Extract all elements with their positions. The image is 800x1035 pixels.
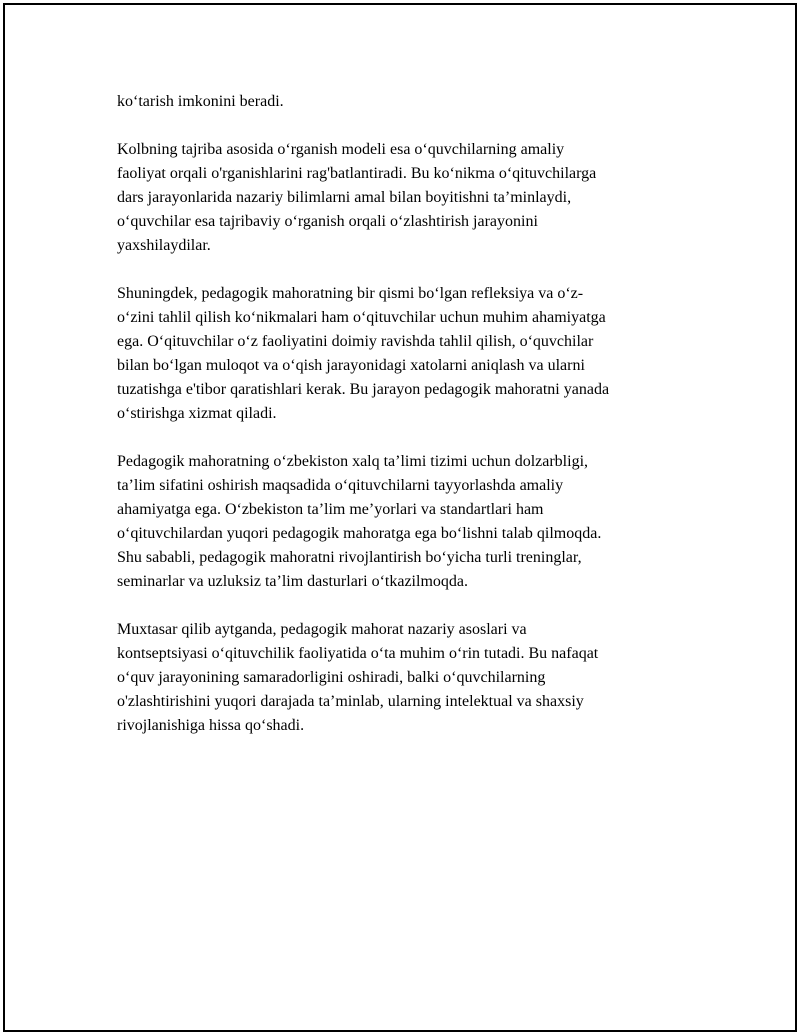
text-line: o‘quv jarayonining samaradorligini oshiradi, balki o‘quvchilarning (117, 669, 546, 686)
text-line: o‘stirishga xizmat qiladi. (117, 405, 277, 422)
text-line: Muxtasar qilib aytganda, pedagogik mahorat nazariy asoslari va (117, 621, 527, 638)
paragraph-5 (117, 618, 697, 738)
text-line: Shu sababli, pedagogik mahoratni rivojlantirish bo‘yicha turli treninglar, (117, 549, 582, 566)
text-line: ta’lim sifatini oshirish maqsadida o‘qituvchilarni tayyorlashda amaliy (117, 477, 564, 494)
text-line: kontseptsiyasi o‘qituvchilik faoliyatida o‘ta muhim o‘rin tutadi. Bu nafaqat (117, 645, 599, 662)
text-line: bilan bo‘lgan muloqot va o‘qish jarayonidagi xatolarni aniqlash va ularni (117, 357, 585, 374)
document-body (117, 90, 697, 762)
paragraph-4 (117, 450, 697, 594)
paragraph-3 (117, 282, 697, 426)
text-line: Kolbning tajriba asosida o‘rganish modeli esa o‘quvchilarning amaliy (117, 141, 565, 158)
text-line: rivojlanishiga hissa qo‘shadi. (117, 717, 305, 734)
paragraph-1 (117, 90, 697, 114)
text-line: o'zlashtirishini yuqori darajada ta’minlab, ularning intelektual va shaxsiy (117, 693, 584, 710)
text-line: tuzatishga e'tibor qaratishlari kerak. Bu jarayon pedagogik mahoratni yanada (117, 381, 610, 398)
text-line: o‘qituvchilardan yuqori pedagogik mahoratga ega bo‘lishni talab qilmoqda. (117, 525, 602, 542)
text-line: ahamiyatga ega. O‘zbekiston ta’lim me’yorlari va standartlari ham (117, 501, 544, 518)
text-line: o‘quvchilar esa tajribaviy o‘rganish orqali o‘zlashtirish jarayonini (117, 213, 538, 230)
text-line: yaxshilaydilar. (117, 237, 211, 254)
text-line: dars jarayonlarida nazariy bilimlarni amal bilan boyitishni ta’minlaydi, (117, 189, 572, 206)
text-line: ko‘tarish imkonini beradi. (117, 93, 284, 110)
text-line: seminarlar va uzluksiz ta’lim dasturlari o‘tkazilmoqda. (117, 573, 468, 590)
text-line: Shuningdek, pedagogik mahoratning bir qismi bo‘lgan refleksiya va o‘z- (117, 285, 584, 302)
paragraph-2 (117, 138, 697, 258)
text-line: o‘zini tahlil qilish ko‘nikmalari ham o‘qituvchilar uchun muhim ahamiyatga (117, 309, 606, 326)
text-line: faoliyat orqali o'rganishlarini rag'batlantiradi. Bu ko‘nikma o‘qituvchilarga (117, 165, 597, 182)
text-line: ega. O‘qituvchilar o‘z faoliyatini doimiy ravishda tahlil qilish, o‘quvchilar (117, 333, 594, 350)
text-line: Pedagogik mahoratning o‘zbekiston xalq ta’limi tizimi uchun dolzarbligi, (117, 453, 589, 470)
